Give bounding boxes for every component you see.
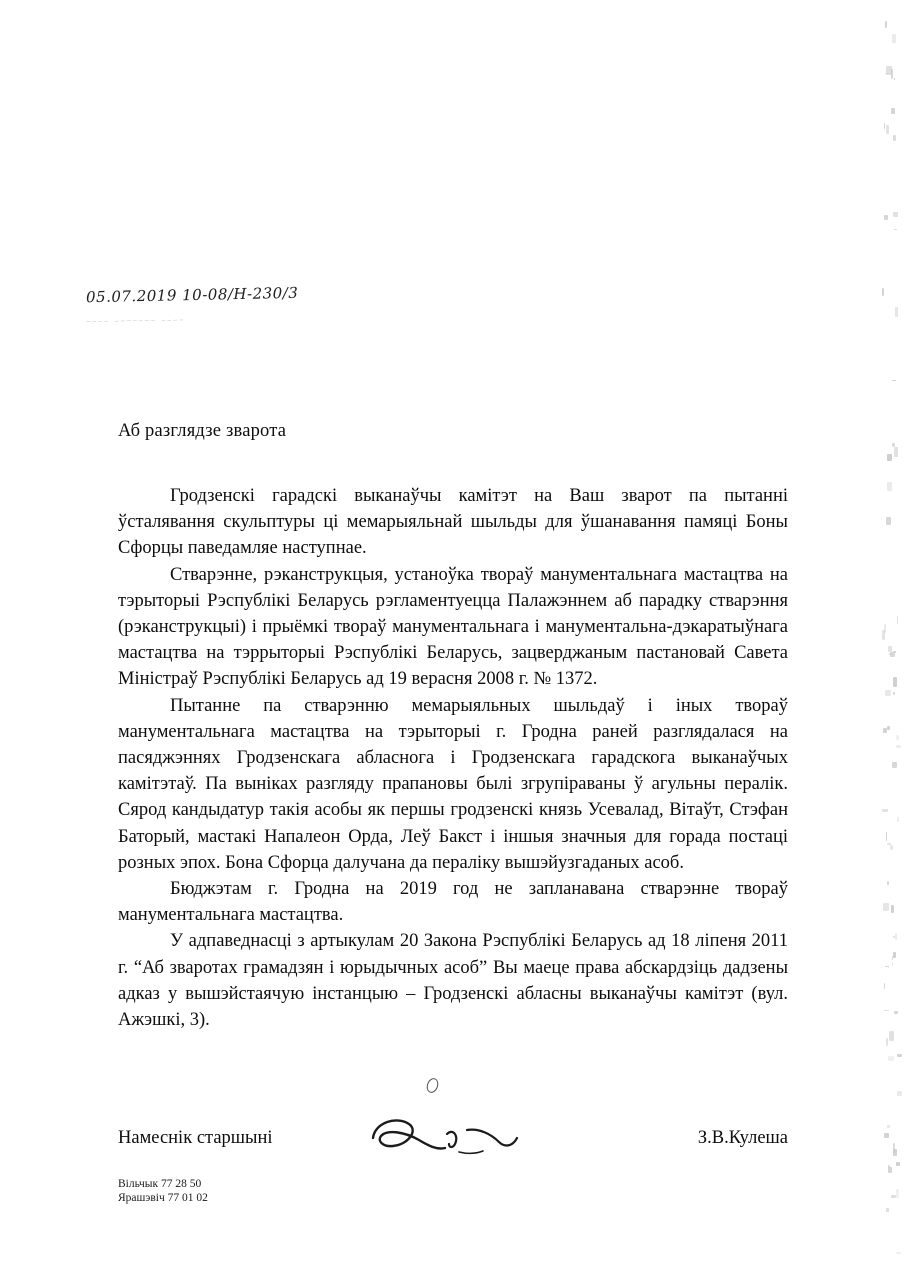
document-subject: Аб разглядзе зварота <box>118 421 287 441</box>
body-paragraph: У адпаведнасці з артыкулам 20 Закона Рэспублікі Беларусь ад 18 ліпеня 2011 г. “Аб зваротах грамадзян і юрыдычных асоб” Вы маеце права абскардзіць дадзены адказ у вышэйстаячую інстанцыю – Гродзенскі абласны выканаўчы камітэт (вул. Ажэшкі, 3). <box>118 931 788 1031</box>
registration-stamp: 05.07.2019 10-08/Н-230/3 <box>85 283 299 307</box>
document-body <box>118 483 788 1033</box>
body-paragraph: Гродзенскі гарадскі выканаўчы камітэт на Ваш зварот па пытанні ўсталявання скульптуры ці мемарыяльнай шыльды для ўшанавання памяці Боны Сфорцы паведамляе наступнае. <box>118 486 788 559</box>
ink-stray-mark <box>425 1077 440 1095</box>
scan-edge-artifacts <box>879 0 905 1280</box>
handwritten-signature-icon <box>363 1108 553 1166</box>
body-paragraph: Стварэнне, рэканструкцыя, устаноўка твораў манументальнага мастацтва на тэрыторыі Рэспублікі Беларусь рэгламентуецца Палажэннем аб парадку стварэння (рэканструкцыі) і прыёмкі твораў манументальнага і манументальна-дэкаратыўнага мастацтва на тэррыторыі Рэспублікі Беларусь, зацверджаным пастановай Савета Міністраў Рэспублікі Беларусь ад 19 верасня 2008 г. № 1372. <box>118 564 788 690</box>
signature-block <box>118 1122 788 1162</box>
signatory-title: Намеснік старшыні <box>118 1128 273 1148</box>
signatory-name: З.В.Кулеша <box>697 1128 788 1148</box>
footer-contact-line: Вільчык 77 28 50 <box>118 1178 202 1190</box>
document-footer <box>118 1177 208 1205</box>
footer-contact-line: Ярашэвіч 77 01 02 <box>118 1192 208 1204</box>
body-paragraph: Пытанне па стварэнню мемарыяльных шыльдаў і іных твораў манументальнага мастацтва на тэрыторыі г. Гродна раней разглядалася на пасяджэннях Гродзенскага абласнога і Гродзенскага гарадскога выканаўчых камітэтаў. Па выніках разгляду прапановы былі згрупіраваны ў агульны пералік. Сярод кандыдатур такія асобы як першы гродзенскі князь Усевалад, Вітаўт, Стэфан Баторый, мастакі Напалеон Орда, Леў Бакст і іншыя значныя для горада постаці розных эпох. Бона Сфорца далучана да пераліку вышэйузгаданых асоб. <box>118 695 788 873</box>
body-paragraph: Бюджэтам г. Гродна на 2019 год не запланавана стварэнне твораў манументальнага мастацтва. <box>118 879 788 926</box>
registration-stamp-underline: ____ _______ ____ <box>85 311 186 322</box>
